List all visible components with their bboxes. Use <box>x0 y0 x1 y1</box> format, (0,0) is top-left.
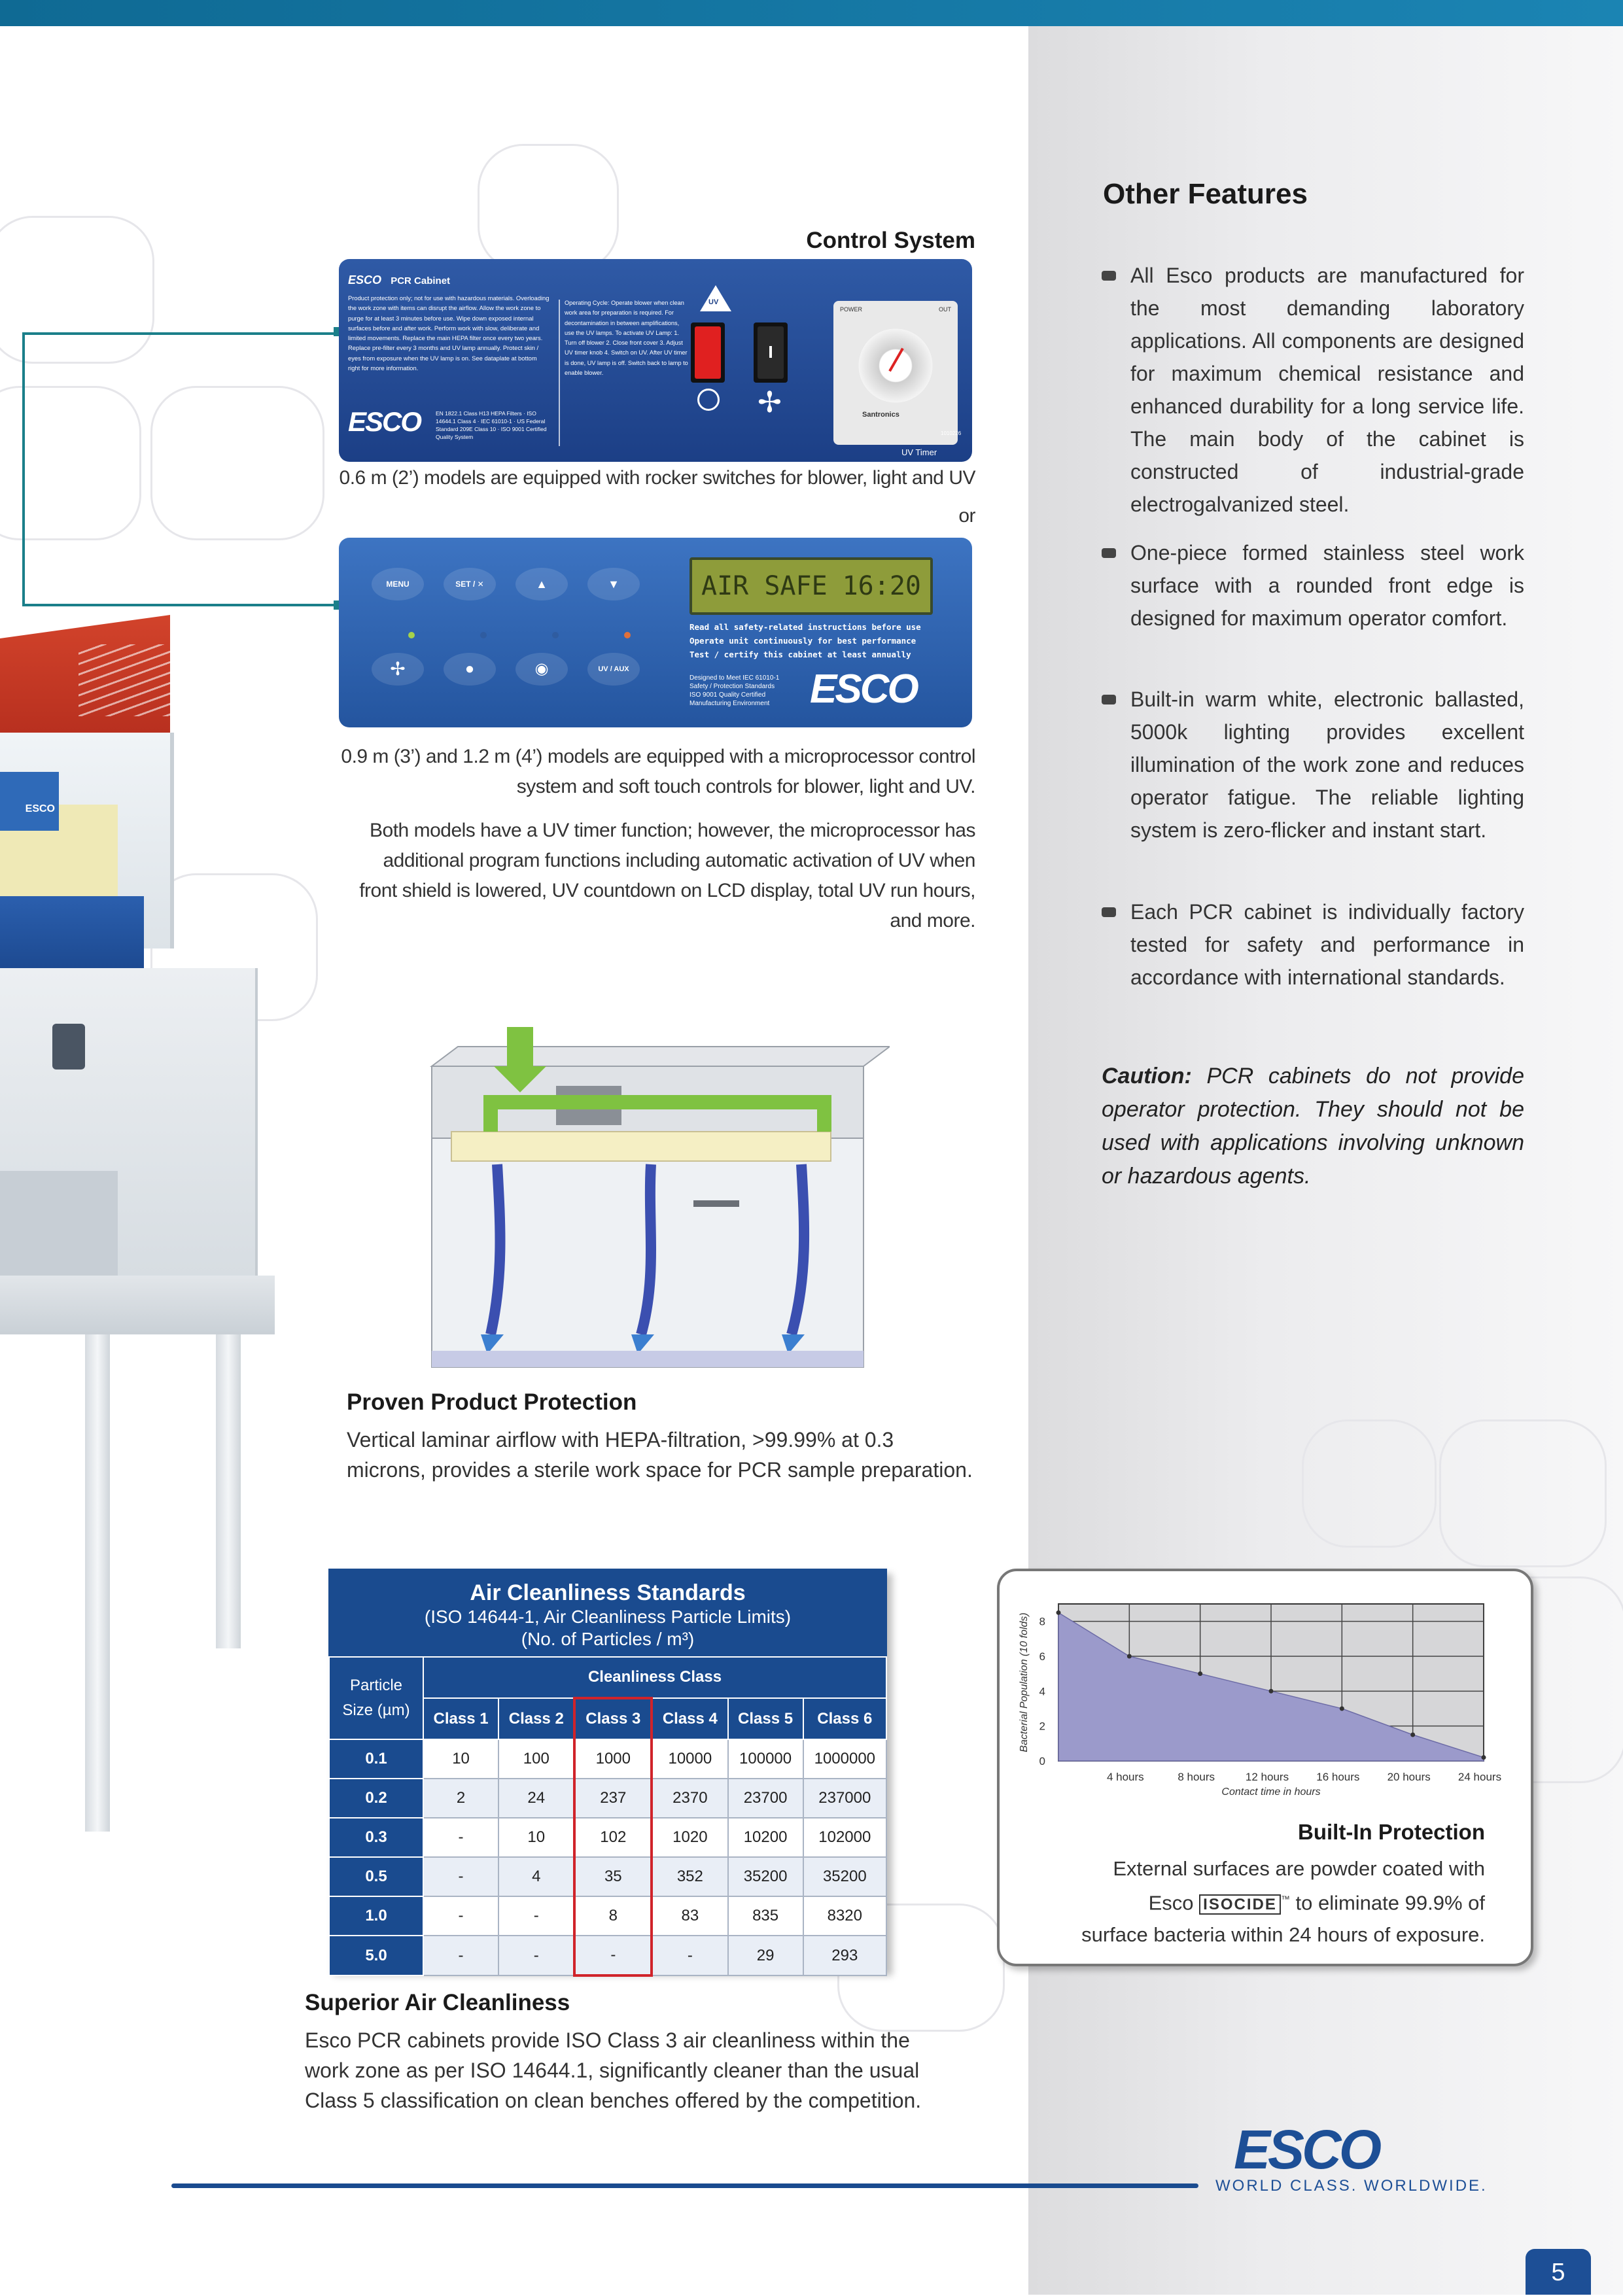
builtin-text: External surfaces are powder coated with Esco ISOCIDE ™ to eliminate 99.9% of surface bacteria within 24 hours of exposure. <box>1081 1857 1485 1947</box>
table-cell: - <box>652 1936 727 1975</box>
fan-icon: ✢ <box>758 387 782 419</box>
air-cleanliness-text: Esco PCR cabinets provide ISO Class 3 air cleanliness within the work zone as per ISO 14644.1, significantly cleaner than the usual Class 5 classification on clean benches offered by the competition. <box>305 2028 922 2112</box>
table-cell: 83 <box>652 1896 727 1936</box>
connector-line <box>22 332 339 335</box>
status-led <box>480 632 487 638</box>
caption-uv-timer: Both models have a UV timer function; however, the microprocessor has additional program functions including automatic activation of UV when front shield is lowered, UV countdown on LCD display, total UV run hours, and more. <box>359 820 975 931</box>
caution-label: Caution: <box>1102 1064 1192 1088</box>
table-cell: 352 <box>652 1857 727 1896</box>
table-cell: - <box>498 1936 574 1975</box>
particle-size-header: Particle Size (µm) <box>329 1657 423 1739</box>
panel-product: PCR Cabinet <box>391 275 451 287</box>
table-row <box>329 1936 886 1975</box>
panel-esco-logo: ESCO <box>348 406 421 437</box>
fan-button[interactable]: ✢ <box>372 653 424 686</box>
connector-line <box>22 604 339 606</box>
table-cell: - <box>423 1857 498 1896</box>
status-led-orange <box>624 632 631 638</box>
table-cell: 23700 <box>728 1779 803 1818</box>
decorative-rounded-square <box>150 386 324 540</box>
table-cell: 102000 <box>803 1818 886 1857</box>
cabinet-stand <box>0 1276 275 1334</box>
builtin-title: Built-In Protection <box>1298 1820 1485 1844</box>
caption-or: or <box>958 505 975 527</box>
chart-data-point <box>1056 1610 1061 1615</box>
chart-x-tick-label: 20 hours <box>1387 1771 1431 1783</box>
cabinet-vent-slots <box>79 644 170 716</box>
table-cell: 10 <box>498 1818 574 1857</box>
table-cell: 835 <box>728 1896 803 1936</box>
table-subtitle: (ISO 14644-1, Air Cleanliness Particle Limits) <box>424 1607 792 1627</box>
panel-instructions: Product protection only; not for use with hazardous materials. Overloading the work zone with items can disrupt the airflow. Allow the work zone to purge for at least 3 minutes before use. Wipe down exposed internal surfaces before and after work. Perform work with slow, deliberate and limited movements. Replace the main HEPA filter once every two years. Replace pre-filter every 3 months and UV lamp annually. Protect skin / eyes from exposure when the UV lamp is on. See dataplate at bottom right for more information. <box>348 294 550 372</box>
table-row <box>329 1896 886 1936</box>
decorative-rounded-square <box>1439 1419 1607 1567</box>
rocker-control-panel <box>339 259 972 462</box>
uv-aux-button[interactable]: UV / AUX <box>587 653 640 686</box>
class-header-6: Class 6 <box>803 1698 886 1739</box>
cabinet-lower-panel <box>0 1171 118 1276</box>
caution-text: PCR cabinets do not provide operator protection. They should not be used with applications involving unknown or hazardous agents. <box>1102 1064 1524 1189</box>
status-led-green <box>408 632 415 638</box>
chart-x-tick-label: 8 hours <box>1178 1771 1215 1783</box>
table-units: (No. of Particles / m³) <box>521 1629 695 1649</box>
chart-data-point <box>1127 1654 1132 1659</box>
timer-dial[interactable] <box>858 328 933 403</box>
built-in-protection-box <box>997 1569 1533 1966</box>
table-cell: 8 <box>574 1896 652 1936</box>
decorative-rounded-square <box>1302 1419 1437 1548</box>
airflow-illustration <box>419 1027 890 1374</box>
feature-item: Each PCR cabinet is individually factory tested for safety and performance in accordance with international standards. <box>1130 900 1524 989</box>
table-row <box>329 1739 886 1779</box>
caption-microprocessor-models: 0.9 m (3’) and 1.2 m (4’) models are equipped with a microprocessor control system and soft touch controls for blower, light and UV. <box>341 746 975 797</box>
protection-text: Vertical laminar airflow with HEPA-filtration, >99.99% at 0.3 microns, provides a sterile work space for PCR sample preparation. <box>347 1428 973 1482</box>
table-cell: 10200 <box>728 1818 803 1857</box>
table-cell: - <box>423 1936 498 1975</box>
decorative-rounded-square <box>0 386 141 540</box>
isocide-logo: ISOCIDE <box>1199 1894 1281 1915</box>
cabinet-leg <box>216 1334 241 1648</box>
caution-note <box>1102 1060 1524 1193</box>
cleanliness-class-header: Cleanliness Class <box>423 1657 886 1698</box>
table-cell: 1000000 <box>803 1739 886 1779</box>
blower-rocker-switch[interactable] <box>754 322 788 383</box>
table-row <box>329 1857 886 1896</box>
cabinet-front-frame <box>0 896 144 968</box>
table-row <box>329 1779 886 1818</box>
table-header <box>328 1569 887 1656</box>
class-header-2: Class 2 <box>498 1698 574 1739</box>
panel-safety-notes: Read all safety-related instructions before use Operate unit continuously for best performance Test / certify this cabinet at least annually <box>689 622 921 659</box>
table-title: Air Cleanliness Standards <box>470 1580 746 1605</box>
class-header-4: Class 4 <box>652 1698 727 1739</box>
particle-size-cell: 0.3 <box>329 1818 423 1857</box>
chart-y-tick-label: 2 <box>1039 1720 1045 1733</box>
footer-rule <box>171 2183 1198 2188</box>
chart-y-tick-label: 4 <box>1039 1685 1045 1698</box>
chart-x-tick-label: 24 hours <box>1457 1771 1502 1783</box>
table-cell: 10000 <box>652 1739 727 1779</box>
table-cell: 35200 <box>728 1857 803 1896</box>
cabinet-control-panel: ESCO <box>0 772 59 831</box>
table-cell: - <box>574 1936 652 1975</box>
table-cell: 2370 <box>652 1779 727 1818</box>
bullet-icon <box>1102 271 1116 281</box>
class-header-1: Class 1 <box>423 1698 498 1739</box>
particle-size-cell: 0.1 <box>329 1739 423 1779</box>
table-cell: 237 <box>574 1779 652 1818</box>
table-cell: 102 <box>574 1818 652 1857</box>
table-cell: 29 <box>728 1936 803 1975</box>
panel-certifications: EN 1822.1 Class H13 HEPA Filters · ISO 14644.1 Class 4 · IEC 61010-1 · US Federal Standard 209E Class 10 · ISO 9001 Certified Quality System <box>436 410 547 440</box>
feature-item: Built-in warm white, electronic ballasted, 5000k lighting provides excellent illumination of the work zone and reduces operator fatigue. The reliable lighting system is zero-flicker and instant start. <box>1130 687 1524 842</box>
up-button[interactable]: ▲ <box>515 568 568 600</box>
panel-standards: Designed to Meet IEC 61010-1 Safety / Protection Standards ISO 9001 Quality Certified Manufacturing Environment <box>689 674 780 707</box>
footer-tagline: WORLD CLASS. WORLDWIDE. <box>1215 2177 1488 2195</box>
table-cell: 100000 <box>728 1739 803 1779</box>
menu-button[interactable]: MENU <box>372 568 424 600</box>
feature-item: One-piece formed stainless steel work surface with a rounded front edge is designed for maximum operator comfort. <box>1130 541 1524 630</box>
cabinet-leg <box>85 1334 110 1832</box>
table-cell: - <box>498 1896 574 1936</box>
chart-x-axis-label: Contact time in hours <box>1221 1786 1321 1798</box>
set-button[interactable]: SET / ✕ <box>444 568 496 600</box>
cabinet-latch <box>52 1024 85 1070</box>
chart-x-tick-label: 16 hours <box>1316 1771 1360 1783</box>
chart-y-tick-label: 8 <box>1039 1615 1045 1628</box>
uv-timer[interactable]: POWER OUT Santronics <box>833 301 958 445</box>
panel2-esco-logo: ESCO <box>810 667 917 712</box>
air-cleanliness-table <box>328 1569 887 1970</box>
uv-timer-label: UV Timer <box>901 447 937 457</box>
air-cleanliness-title: Superior Air Cleanliness <box>305 1990 570 2015</box>
lcd-status: AIR SAFE <box>701 571 828 601</box>
bullet-icon <box>1102 695 1116 704</box>
caption-rocker-models: 0.6 m (2’) models are equipped with rocker switches for blower, light and UV <box>339 467 975 489</box>
chart-data-point <box>1340 1707 1344 1711</box>
uv-rocker-switch[interactable] <box>691 322 725 383</box>
class-header-5: Class 5 <box>728 1698 803 1739</box>
uv-warning-label: UV <box>708 298 719 306</box>
connector-line <box>22 332 25 604</box>
table-cell: 2 <box>423 1779 498 1818</box>
table-cell: 237000 <box>803 1779 886 1818</box>
other-features-title: Other Features <box>1103 178 1308 210</box>
table-cell: 10 <box>423 1739 498 1779</box>
decorative-rounded-square <box>478 144 619 272</box>
table-cell: - <box>423 1818 498 1857</box>
particle-limits-table <box>328 1656 887 1977</box>
chart-data-point <box>1269 1689 1274 1694</box>
table-cell: 100 <box>498 1739 574 1779</box>
microprocessor-control-panel <box>339 538 972 727</box>
lcd-display <box>689 557 933 615</box>
page-number: 5 <box>1526 2249 1591 2295</box>
table-cell: 8320 <box>803 1896 886 1936</box>
down-button[interactable]: ▼ <box>587 568 640 600</box>
particle-size-cell: 0.2 <box>329 1779 423 1818</box>
table-cell: 4 <box>498 1857 574 1896</box>
light-bulb-icon <box>697 389 720 411</box>
bullet-icon <box>1102 548 1116 558</box>
table-cell: 35 <box>574 1857 652 1896</box>
panel-divider <box>559 300 560 446</box>
lcd-time: 16:20 <box>842 571 921 601</box>
bullet-icon <box>1102 907 1116 917</box>
table-cell: 24 <box>498 1779 574 1818</box>
particle-size-cell: 5.0 <box>329 1936 423 1975</box>
top-color-bar <box>0 0 1623 26</box>
light-button[interactable]: ● <box>444 653 496 686</box>
control-system-title: Control System <box>806 228 975 253</box>
panel-brand: ESCO <box>348 273 382 287</box>
table-row <box>329 1818 886 1857</box>
particle-size-cell: 0.5 <box>329 1857 423 1896</box>
panel-part-number: 1010226 <box>941 430 962 436</box>
chart-y-tick-label: 6 <box>1039 1650 1045 1663</box>
status-led <box>552 632 559 638</box>
table-cell: 35200 <box>803 1857 886 1896</box>
table-cell: 1020 <box>652 1818 727 1857</box>
socket-button[interactable]: ◉ <box>515 653 568 686</box>
protection-title: Proven Product Protection <box>347 1389 637 1415</box>
table-cell: 1000 <box>574 1739 652 1779</box>
chart-x-tick-label: 12 hours <box>1245 1771 1289 1783</box>
chart-y-tick-label: 0 <box>1039 1755 1045 1767</box>
chart-data-point <box>1198 1671 1202 1676</box>
footer-esco-logo: ESCO <box>1234 2119 1380 2180</box>
table-cell: 293 <box>803 1936 886 1975</box>
class-header-3: Class 3 <box>574 1698 652 1739</box>
chart-data-point <box>1482 1755 1486 1760</box>
panel-operating-cycle: Operating Cycle: Operate blower when clean work area for preparation is required. For decontamination in between amplifications, use the UV lamps. To activate UV Lamp: 1. Turn off blower 2. Close front cover 3. Adjust UV timer knob 4. Switch on UV. After UV timer is done, UV lamp is off. Switch back to lamp to enable blower. <box>565 300 688 377</box>
chart-y-axis-label: Bacterial Population (10 folds) <box>1019 1612 1030 1752</box>
feature-item: All Esco products are manufactured for the most demanding laboratory applications. All components are designed for maximum chemical resistance and enhanced durability for a long service life. The main body of the cabinet is constructed of industrial-grade electrogalvanized steel. <box>1130 264 1524 516</box>
bacteria-chart <box>1013 1584 1516 1826</box>
chart-data-point <box>1410 1733 1415 1737</box>
chart-x-tick-label: 4 hours <box>1106 1771 1144 1783</box>
particle-size-cell: 1.0 <box>329 1896 423 1936</box>
table-cell: - <box>423 1896 498 1936</box>
